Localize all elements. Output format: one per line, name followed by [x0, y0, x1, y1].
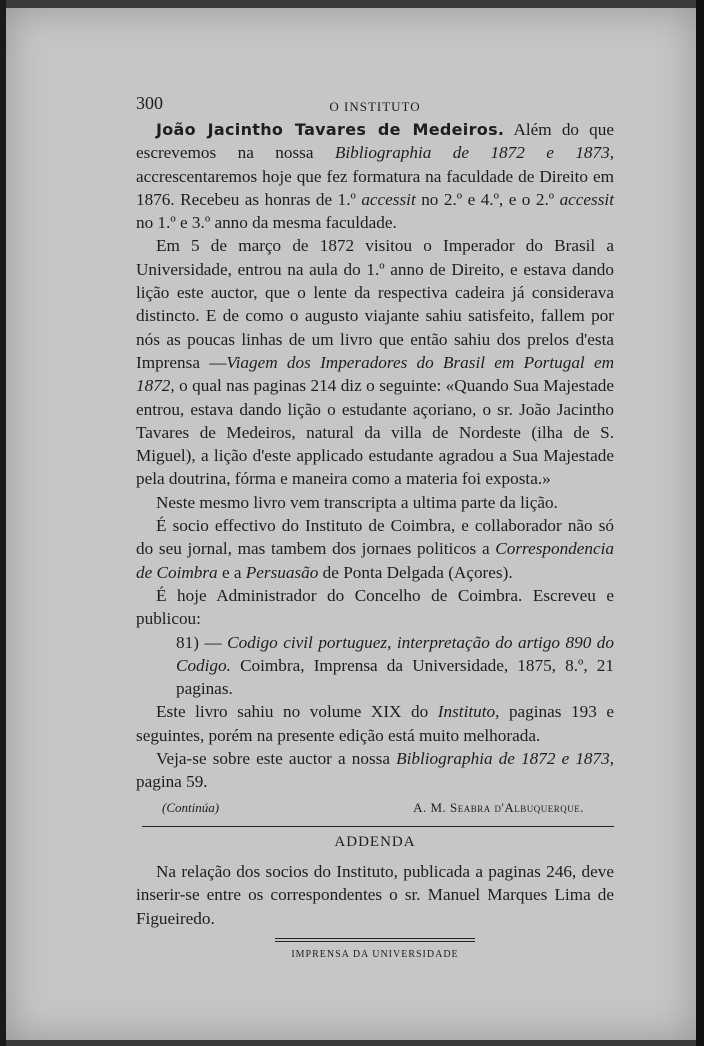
entry-name: João Jacintho Tavares de Medeiros.: [156, 120, 505, 139]
addenda-title: ADDENDA: [334, 833, 416, 850]
page-number: 300: [136, 93, 163, 113]
entry-paragraph-6: Este livro sahiu no volume XIX do Instituto, paginas 193 e seguintes, porém na presente edição está muito melhorada.: [136, 702, 614, 745]
author-signature: A. M. Seabra d'Albuquerque.: [413, 799, 584, 815]
entry-paragraph-1: João Jacintho Tavares de Medeiros. Além do que escrevemos na nossa Bibliographia de 1872 e 1873, accrescentaremos hoje que fez formatura na faculdade de Direito em 1876. Recebeu as honras de 1.º accessit no 2.º e 4.º, e o 2.º accessit no 1.º e 3.º anno da mesma faculdade.: [136, 120, 614, 233]
entry-paragraph-2: Em 5 de março de 1872 visitou o Imperador do Brasil a Universidade, entrou na aula do 1.º anno de Direito, e estava dando lição este auctor, que o lente da respectiva cadeira já considerava distincto. E de como o augusto viajante sahiu satisfeito, fallem por nós as poucas linhas de um livro que então sahiu dos prelos d'esta Imprensa —Viagem dos Imperadores do Brasil em Portugal em 1872, o qual nas paginas 214 diz o seguinte: «Quando Sua Majestade entrou, estava dando lição o estudante açoriano, o sr. João Jacintho Tavares de Medeiros, natural da villa de Nordeste (ilha de S. Miguel), a lição d'este applicado estudante agradou a Sua Majestade pela doutrina, fórma e maneira como a materia foi exposta.»: [136, 236, 615, 489]
running-title: O INSTITUTO: [329, 99, 421, 114]
footer-rule: [275, 938, 475, 942]
entry-paragraph-3: Neste mesmo livro vem transcripta a ultima parte da lição.: [156, 492, 558, 512]
addenda-text: Na relação dos socios do Instituto, publicada a paginas 246, deve inserir-se entre os correspondentes o sr. Manuel Marques Lima de Figueiredo.: [136, 861, 614, 928]
entry-paragraph-7: Veja-se sobre este auctor a nossa Bibliographia de 1872 e 1873, pagina 59.: [136, 749, 615, 792]
entry-paragraph-5: É hoje Administrador do Concelho de Coimbra. Escreveu e publicou:: [136, 585, 614, 629]
entry-paragraph-4: É socio effectivo do Instituto de Coimbra, e collaborador não só do seu jornal, mas tambem dos jornaes politicos a Correspondencia de Coimbra e a Persuasão de Ponta Delgada (Açores).: [136, 516, 614, 582]
continues-note: (Continúa): [162, 799, 220, 815]
bibliography-item: 81) — Codigo civil portuguez, interpretação do artigo 890 do Codigo. Coimbra, Imprensa da Universidade, 1875, 8.º, 21 paginas.: [176, 632, 614, 699]
imprint: IMPRENSA DA UNIVERSIDADE: [291, 948, 459, 960]
scan-right-edge: [696, 0, 704, 1046]
signature-row: [136, 794, 614, 818]
section-divider: [142, 826, 614, 827]
page-body: [136, 92, 614, 966]
page-header: [136, 92, 614, 118]
